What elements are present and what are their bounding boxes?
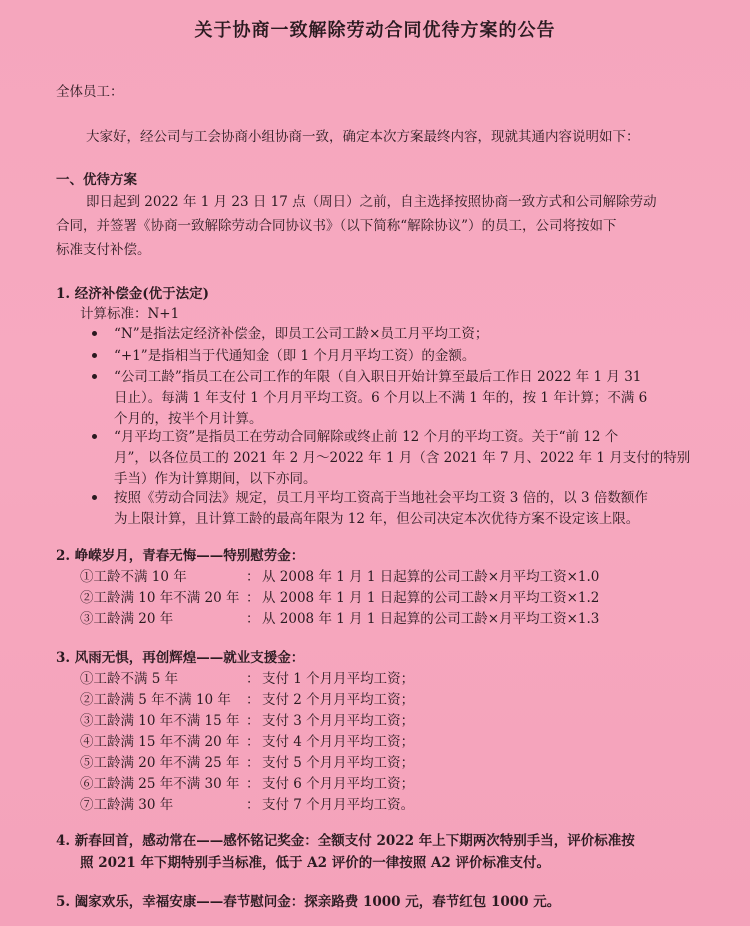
item4-line: 照 2021 年下期特别手当标准，低于 A2 评价的一律按照 A2 评价标准支付。 bbox=[80, 855, 551, 871]
item3-row-value: 支付 4 个月月平均工资； bbox=[262, 734, 415, 750]
item2-row-sep: ： bbox=[246, 611, 260, 627]
bullet-text: 按照《劳动合同法》规定，员工月平均工资高于当地社会平均工资 3 倍的，以 3 倍数额作 bbox=[114, 490, 648, 506]
item3-row-sep: ： bbox=[246, 776, 260, 792]
item3-row-sep: ： bbox=[246, 755, 260, 771]
item3-row-sep: ： bbox=[246, 734, 260, 750]
item3-row-label: ①工龄不满 5 年 bbox=[80, 671, 179, 687]
item3-row-label: ④工龄满 15 年不满 20 年 bbox=[80, 734, 240, 750]
bullet-text: 手当）作为计算期间，以下亦同。 bbox=[114, 471, 317, 487]
item3-row-sep: ： bbox=[246, 797, 260, 813]
bullet-icon bbox=[92, 495, 97, 500]
item3-row-sep: ： bbox=[246, 692, 260, 708]
item3-row-value: 支付 3 个月月平均工资； bbox=[262, 713, 415, 729]
item3-row-label: ②工龄满 5 年不满 10 年 bbox=[80, 692, 231, 708]
item2-heading: 2. 峥嵘岁月，青春无悔——特别慰劳金： bbox=[56, 548, 305, 564]
item3-heading: 3. 风雨无惧，再创辉煌——就业支援金： bbox=[56, 650, 305, 666]
item3-row-value: 支付 2 个月月平均工资； bbox=[262, 692, 415, 708]
item3-row-sep: ： bbox=[246, 671, 260, 687]
notice-title: 关于协商一致解除劳动合同优待方案的公告 bbox=[194, 20, 556, 41]
item3-row-value: 支付 1 个月月平均工资； bbox=[262, 671, 415, 687]
intro-paragraph: 大家好，经公司与工会协商小组协商一致，确定本次方案最终内容，现就其通内容说明如下： bbox=[86, 129, 640, 145]
item2-row-label: ①工龄不满 10 年 bbox=[80, 569, 187, 585]
item1-heading: 1. 经济补偿金(优于法定) bbox=[56, 286, 210, 302]
item2-row-value: 从 2008 年 1 月 1 日起算的公司工龄×月平均工资×1.2 bbox=[262, 590, 600, 606]
bullet-icon bbox=[92, 331, 97, 336]
item2-row-label: ②工龄满 10 年不满 20 年 bbox=[80, 590, 240, 606]
bullet-icon bbox=[92, 353, 97, 358]
item3-row-label: ⑤工龄满 20 年不满 25 年 bbox=[80, 755, 240, 771]
item4-line: 4. 新春回首，感动常在——感怀铭记奖金：全额支付 2022 年上下期两次特别手当，评价标准按 bbox=[56, 833, 635, 849]
bullet-icon bbox=[92, 374, 97, 379]
item2-row-label: ③工龄满 20 年 bbox=[80, 611, 174, 627]
section1-para-line: 合同，并签署《协商一致解除劳动合同协议书》（以下简称“解除协议”）的员工，公司将按如下 bbox=[56, 218, 617, 234]
item1-formula: 计算标准：N+1 bbox=[80, 306, 180, 322]
item5-line: 5. 阖家欢乐，幸福安康——春节慰问金：探亲路费 1000 元，春节红包 1000 元。 bbox=[56, 894, 561, 910]
bullet-text: 月”，以各位员工的 2021 年 2 月～2022 年 1 月（含 2021 年 7 月、2022 年 1 月支付的特别 bbox=[114, 450, 691, 466]
section1-para-line: 标准支付补偿。 bbox=[56, 242, 151, 258]
item3-row-label: ⑥工龄满 25 年不满 30 年 bbox=[80, 776, 240, 792]
bullet-text: “+1”是指相当于代通知金（即 1 个月月平均工资）的金额。 bbox=[114, 348, 476, 364]
item3-row-value: 支付 7 个月月平均工资。 bbox=[262, 797, 415, 813]
item2-row-sep: ： bbox=[246, 569, 260, 585]
item3-row-label: ③工龄满 10 年不满 15 年 bbox=[80, 713, 240, 729]
bullet-text: 个月的，按半个月计算。 bbox=[114, 411, 263, 427]
salutation: 全体员工： bbox=[56, 84, 124, 100]
section1-heading: 一、优待方案 bbox=[56, 172, 137, 188]
item3-row-label: ⑦工龄满 30 年 bbox=[80, 797, 174, 813]
item3-row-value: 支付 6 个月月平均工资； bbox=[262, 776, 415, 792]
item2-row-sep: ： bbox=[246, 590, 260, 606]
bullet-text: “N”是指法定经济补偿金，即员工公司工龄×员工月平均工资； bbox=[114, 326, 489, 342]
bullet-icon bbox=[92, 434, 97, 439]
item3-row-sep: ： bbox=[246, 713, 260, 729]
bullet-text: 日止）。每满 1 年支付 1 个月月平均工资。6 个月以上不满 1 年的，按 1 年计算；不满 6 bbox=[114, 390, 648, 406]
item2-row-value: 从 2008 年 1 月 1 日起算的公司工龄×月平均工资×1.3 bbox=[262, 611, 600, 627]
bullet-text: 为上限计算，且计算工龄的最高年限为 12 年，但公司决定本次优待方案不设定该上限。 bbox=[114, 511, 640, 527]
item2-row-value: 从 2008 年 1 月 1 日起算的公司工龄×月平均工资×1.0 bbox=[262, 569, 600, 585]
section1-para-line: 即日起到 2022 年 1 月 23 日 17 点（周日）之前，自主选择按照协商一致方式和公司解除劳动 bbox=[86, 194, 657, 210]
item3-row-value: 支付 5 个月月平均工资； bbox=[262, 755, 415, 771]
bullet-text: “月平均工资”是指员工在劳动合同解除或终止前 12 个月的平均工资。关于“前 12 个 bbox=[114, 429, 619, 445]
bullet-text: “公司工龄”指员工在公司工作的年限（自入职日开始计算至最后工作日 2022 年 1 月 31 bbox=[114, 369, 642, 385]
